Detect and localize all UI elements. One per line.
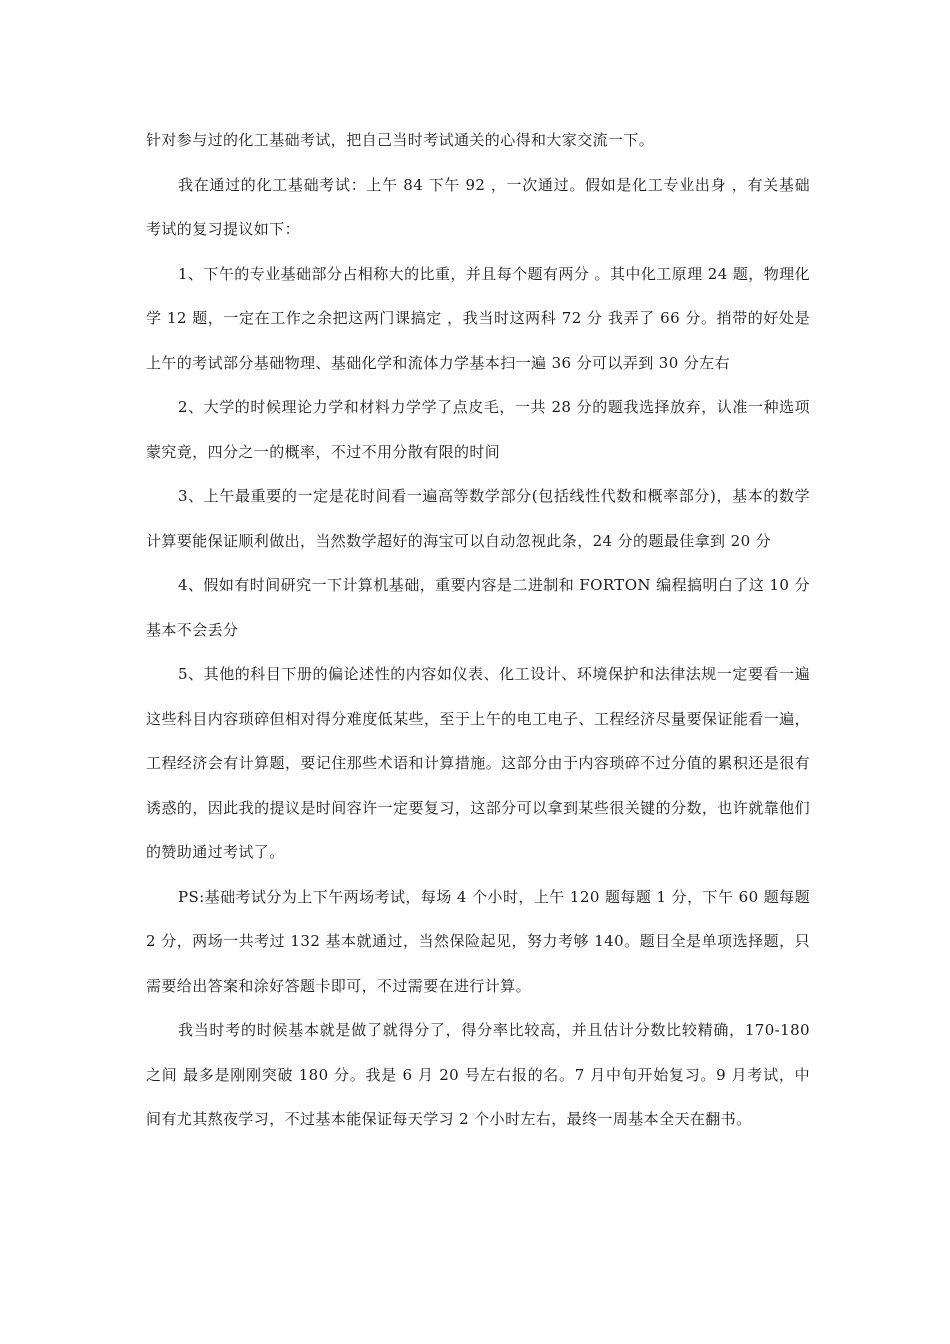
paragraph-tip-3: 3、上午最重要的一定是花时间看一遍高等数学部分(包括线性代数和概率部分)，基本的数学计算要能保证顺利做出，当然数学超好的海宝可以自动忽视此条，24 分的题最佳拿到 20 分 — [146, 487, 810, 550]
paragraph-intro: 针对参与过的化工基础考试，把自己当时考试通关的心得和大家交流一下。 — [146, 131, 655, 149]
paragraph-ps: PS:基础考试分为上下午两场考试，每场 4 个小时，上午 120 题每题 1 分，下午 60 题每题 2 分，两场一共考过 132 基本就通过，当然保险起见，努力考够 140。题目全是单项选择题，只需要给出答案和涂好答题卡即可，不过需要在进行计算。 — [146, 887, 810, 995]
paragraph-tip-1: 1、下午的专业基础部分占相称大的比重，并且每个题有两分 。其中化工原理 24 题，物理化学 12 题，一定在工作之余把这两门课搞定 ，我当时这两科 72 分 我弄了 66 分。捎带的好处是 上午的考试部分基础物理、基础化学和流体力学基本扫一遍 36 分可以弄到 30 分左右 — [146, 264, 810, 372]
paragraph-score: 我在通过的化工基础考试：上午 84 下午 92 ，一次通过。假如是化工专业出身 ，有关基础考试的复习提议如下： — [146, 175, 810, 238]
paragraph-experience: 我当时考的时候基本就是做了就得分了，得分率比较高，并且估计分数比较精确，170-180 之间 最多是刚刚突破 180 分。我是 6 月 20 号左右报的名。7 月中旬开始复习。9 月考试，中间有尤其熬夜学习，不过基本能保证每天学习 2 个小时左右，最终一周基本全天在翻书。 — [146, 1021, 810, 1128]
paragraph-tip-4: 4、假如有时间研究一下计算机基础，重要内容是二进制和 FORTON 编程搞明白了这 10 分基本不会丢分 — [146, 576, 810, 639]
paragraph-tip-5: 5、其他的科目下册的偏论述性的内容如仪表、化工设计、环境保护和法律法规一定要看一遍 这些科目内容琐碎但相对得分难度低某些，至于上午的电工电子、工程经济尽量要保证能看一遍，工程经济会有计算题，要记住那些术语和计算措施。这部分由于内容琐碎不过分值的累积还是很有诱惑的，因此我的提议是时间容许一定要复习，这部分可以拿到某些很关键的分数，也许就靠他们的赞助通过考试了。 — [146, 665, 810, 861]
document-body — [146, 118, 810, 1142]
paragraph-tip-2: 2、大学的时候理论力学和材料力学学了点皮毛，一共 28 分的题我选择放弃，认准一种选项蒙究竟，四分之一的概率，不过不用分散有限的时间 — [146, 398, 810, 461]
